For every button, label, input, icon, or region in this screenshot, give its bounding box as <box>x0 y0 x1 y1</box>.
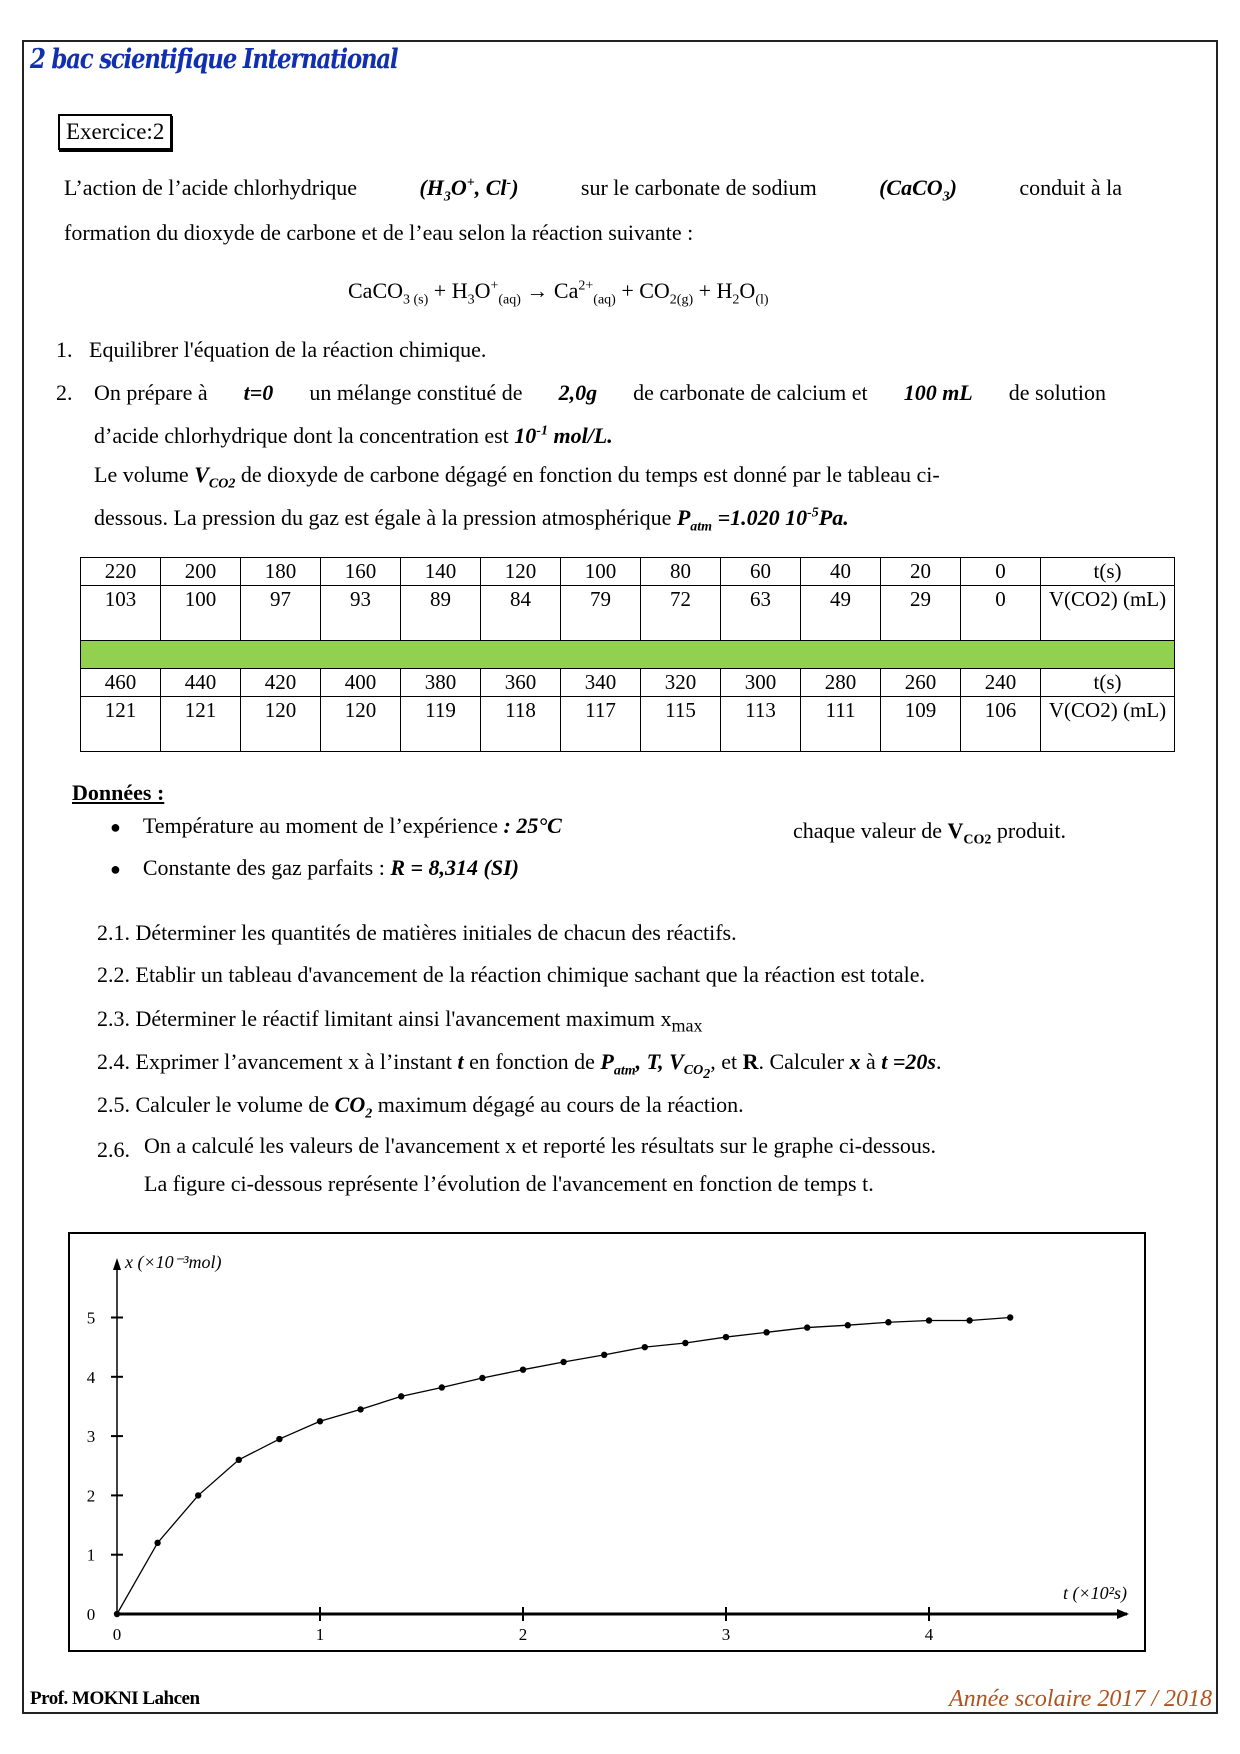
x-axis-arrow-icon <box>1117 1609 1129 1619</box>
table-cell: 72 <box>641 586 721 641</box>
data-point <box>1007 1314 1013 1320</box>
intro-line-1 <box>64 175 1122 205</box>
question-2-4: 2.4. Exprimer l’avancement x à l’instant t en fonction de $P_{atm}$, T, $V_{CO_2}$, et R. Calculer x à t =20s. <box>97 1049 942 1083</box>
table-cell: 60 <box>721 558 801 586</box>
chart-svg <box>70 1234 1144 1650</box>
table-cell: 80 <box>641 558 721 586</box>
table-cell: 121 <box>81 697 161 752</box>
y-tick-label: 0 <box>86 1605 96 1624</box>
x-tick-label: 3 <box>721 1625 731 1644</box>
question-2-line-2: d’acide chlorhydrique dont la concentration est $10^{-1}$ mol/L. <box>94 423 613 448</box>
table-separator <box>81 641 1175 669</box>
table-row <box>81 558 1175 586</box>
table-cell: 103 <box>81 586 161 641</box>
x-tick-label: 4 <box>924 1625 934 1644</box>
data-point <box>682 1340 688 1346</box>
table-cell: 360 <box>481 669 561 697</box>
table-cell: 460 <box>81 669 161 697</box>
table-cell: 93 <box>321 586 401 641</box>
table-cell: 63 <box>721 586 801 641</box>
y-tick-label: 2 <box>86 1486 96 1506</box>
row-label: t(s) <box>1041 669 1175 697</box>
bullet-icon: ● <box>110 817 121 837</box>
table-cell: 440 <box>161 669 241 697</box>
data-point <box>154 1540 160 1546</box>
table-cell: 0 <box>961 558 1041 586</box>
advancement-chart <box>68 1232 1146 1652</box>
table-cell: 40 <box>801 558 881 586</box>
question-2-6: On a calculé les valeurs de l'avancement x et reporté les résultats sur le graphe ci-dessous. <box>144 1133 936 1158</box>
bullet-icon: ● <box>110 859 121 879</box>
formula-caco3: (CaCO$_3$) <box>879 175 957 205</box>
data-point <box>966 1317 972 1323</box>
data-point <box>236 1457 242 1463</box>
question-2-6-num: 2.6. <box>97 1137 130 1162</box>
table-cell: 100 <box>161 586 241 641</box>
table-cell: 180 <box>241 558 321 586</box>
table-cell: 89 <box>401 586 481 641</box>
question-2-5: 2.5. Calculer le volume de $CO_2$ maximum dégagé au cours de la réaction. <box>97 1092 744 1122</box>
data-point <box>357 1406 363 1412</box>
x-tick-label: 2 <box>518 1625 528 1644</box>
bullet-temperature: ● Température au moment de l’expérience : 25°C <box>110 813 562 838</box>
question-2-num: 2. <box>56 380 73 405</box>
data-point <box>601 1352 607 1358</box>
formula-h3o-cl: ($H_3O^+$, Cl-) <box>419 175 519 205</box>
question-2-2: 2.2. Etablir un tableau d'avancement de la réaction chimique sachant que la réaction est totale. <box>97 962 926 987</box>
table-cell: 320 <box>641 669 721 697</box>
text: conduit à la <box>1019 175 1122 200</box>
table-cell: 120 <box>241 697 321 752</box>
table-cell: 160 <box>321 558 401 586</box>
table-cell: 115 <box>641 697 721 752</box>
exercise-title: Exercice:2 <box>58 114 172 150</box>
intro-line-2: formation du dioxyde de carbone et de l’eau selon la réaction suivante : <box>64 220 694 245</box>
table-cell: 109 <box>881 697 961 752</box>
y-axis-arrow-icon <box>113 1258 121 1270</box>
header-title: 2 bac scientifique International <box>30 44 398 75</box>
table-cell: 106 <box>961 697 1041 752</box>
question-2-1: 2.1. Déterminer les quantités de matières initiales de chacun des réactifs. <box>97 920 737 945</box>
side-note: chaque valeur de $V_{CO2}$ produit. <box>793 818 1066 848</box>
table-cell: 20 <box>881 558 961 586</box>
x-tick-label: 0 <box>112 1625 122 1644</box>
footer-author: Prof. MOKNI Lahcen <box>30 1688 200 1709</box>
footer-year: Année scolaire 2017 / 2018 <box>948 1686 1212 1712</box>
y-tick-label: 1 <box>86 1545 96 1565</box>
text: L’action de l’acide chlorhydrique <box>64 175 358 200</box>
table-cell: 84 <box>481 586 561 641</box>
y-axis-label: x (×10⁻³mol) <box>125 1252 222 1272</box>
table-cell: 0 <box>961 586 1041 641</box>
data-point <box>885 1319 891 1325</box>
data-point <box>723 1334 729 1340</box>
row-label: t(s) <box>1041 558 1175 586</box>
table-row <box>81 669 1175 697</box>
table-cell: 117 <box>561 697 641 752</box>
data-point <box>804 1324 810 1330</box>
table-cell: 29 <box>881 586 961 641</box>
y-tick-label: 4 <box>86 1367 96 1387</box>
table-row <box>81 697 1175 752</box>
question-2-line-1: On prépare à t=0 un mélange constitué de 2,0g de carbonate de calcium et 100 mL de solution <box>94 380 1106 405</box>
y-tick-label: 3 <box>86 1427 96 1447</box>
table-cell: 113 <box>721 697 801 752</box>
volume-table <box>80 557 1175 752</box>
data-point <box>479 1375 485 1381</box>
data-point <box>763 1329 769 1335</box>
x-tick-label: 1 <box>315 1625 325 1644</box>
data-point <box>845 1322 851 1328</box>
y-tick-label: 5 <box>86 1308 96 1328</box>
table-cell: 280 <box>801 669 881 697</box>
reaction-equation: CaCO$_{3 (s)}$ + $H_3O^+_{(aq)} \to Ca^{2+}_{(aq)} + CO_{2(g)} + H_2O_{(l)}$ <box>348 278 769 308</box>
table-cell: 79 <box>561 586 641 641</box>
table-cell: 120 <box>481 558 561 586</box>
data-point <box>520 1366 526 1372</box>
table-cell: 119 <box>401 697 481 752</box>
table-row <box>81 586 1175 641</box>
data-point <box>926 1317 932 1323</box>
question-2-line-4: dessous. La pression du gaz est égale à la pression atmosphérique $P_{atm} =1.020$ $10^{-5}Pa$. <box>94 505 849 535</box>
table-cell: 49 <box>801 586 881 641</box>
row-label: V(CO2) (mL) <box>1041 586 1175 641</box>
data-point <box>642 1344 648 1350</box>
table-cell: 340 <box>561 669 641 697</box>
table-cell: 118 <box>481 697 561 752</box>
data-point <box>195 1492 201 1498</box>
table-cell: 260 <box>881 669 961 697</box>
table-cell: 220 <box>81 558 161 586</box>
data-point <box>114 1611 120 1617</box>
table-cell: 300 <box>721 669 801 697</box>
table-cell: 140 <box>401 558 481 586</box>
table-cell: 200 <box>161 558 241 586</box>
table-cell: 420 <box>241 669 321 697</box>
question-2-line-3: Le volume $V_{CO2}$ de dioxyde de carbone dégagé en fonction du temps est donné par le tableau ci- <box>94 462 940 492</box>
table-cell: 120 <box>321 697 401 752</box>
text: sur le carbonate de sodium <box>580 175 817 200</box>
question-2-3: 2.3. Déterminer le réactif limitant ainsi l'avancement maximum $x_{max}$ <box>97 1006 703 1036</box>
table-cell: 240 <box>961 669 1041 697</box>
row-label: V(CO2) (mL) <box>1041 697 1175 752</box>
bullet-gas-constant: ● Constante des gaz parfaits : R = 8,314 (SI) <box>110 855 519 880</box>
table-cell: 380 <box>401 669 481 697</box>
table-cell: 400 <box>321 669 401 697</box>
data-point <box>560 1359 566 1365</box>
question-2-6-line-2: La figure ci-dessous représente l’évolution de l'avancement en fonction de temps t. <box>144 1171 874 1196</box>
data-point <box>398 1393 404 1399</box>
donnees-title: Données : <box>72 780 165 805</box>
question-1: 1. Equilibrer l'équation de la réaction chimique. <box>56 337 487 362</box>
table-cell: 111 <box>801 697 881 752</box>
data-point <box>317 1418 323 1424</box>
table-cell: 121 <box>161 697 241 752</box>
x-axis-label: t (×10²s) <box>1062 1583 1127 1603</box>
table-cell: 97 <box>241 586 321 641</box>
table-cell: 100 <box>561 558 641 586</box>
data-point <box>276 1436 282 1442</box>
data-point <box>439 1384 445 1390</box>
